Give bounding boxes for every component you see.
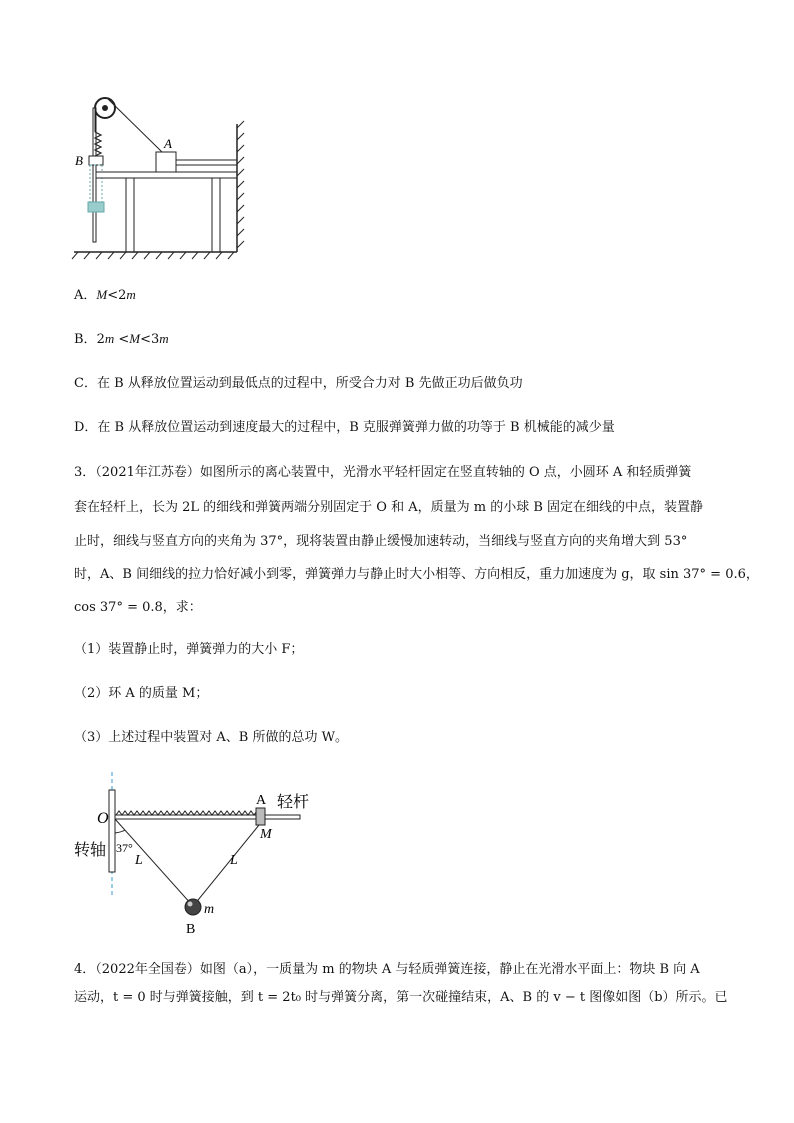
pulley-table-figure [70, 92, 250, 262]
q4-line2: 运动，t = 0 时与弹簧接触，到 t = 2t₀ 时与弹簧分离，第一次碰撞结束，A、B 的 v − t 图像如图（b）所示。已 [74, 990, 728, 1005]
label-axis: 转轴 [74, 842, 107, 859]
q3-line1: 3．（2021年江苏卷）如图所示的离心装置中，光滑水平轻杆固定在竖直转轴的 O 点，小圆环 A 和轻质弹簧 [74, 465, 692, 480]
label-A: A [164, 136, 172, 151]
option-c: C．在 B 从释放位置运动到最低点的过程中，所受合力对 B 先做正功后做负功 [74, 376, 523, 391]
option-d: D．在 B 从释放位置运动到速度最大的过程中，B 克服弹簧弹力做的功等于 B 机械能的减少量 [74, 420, 615, 435]
label-angle: 37° [116, 841, 133, 855]
option-a: A．M<2m [74, 287, 136, 303]
label-L1: L [135, 853, 143, 868]
label-L2: L [230, 853, 238, 868]
label-rod: 轻杆 [277, 794, 310, 811]
label-O: O [97, 810, 109, 827]
q4-line1: 4．（2022年全国卷）如图（a），一质量为 m 的物块 A 与轻质弹簧连接，静止在光滑水平面上：物块 B 向 A [74, 962, 700, 977]
q3-line5: cos 37° = 0.8，求： [74, 600, 202, 615]
centrifuge-figure [70, 768, 310, 938]
q3-line2: 套在轻杆上，长为 2L 的细线和弹簧两端分别固定于 O 和 A，质量为 m 的小球 B 固定在细线的中点，装置静 [74, 500, 704, 515]
label-B: B [186, 922, 196, 937]
option-b: B．2m <M<3m [74, 331, 169, 347]
label-A: A [256, 793, 267, 808]
label-m: m [204, 902, 215, 917]
q3-sub2: （2）环 A 的质量 M； [74, 686, 209, 701]
q3-sub3: （3）上述过程中装置对 A、B 所做的总功 W。 [74, 730, 348, 745]
label-M: M [260, 827, 272, 842]
label-B: B [75, 153, 83, 168]
q3-line4: 时，A、B 间细线的拉力恰好减小到零，弹簧弹力与静止时大小相等、方向相反，重力加速度为 g，取 sin 37° = 0.6， [74, 567, 759, 582]
q3-sub1: （1）装置静止时，弹簧弹力的大小 F； [74, 642, 304, 657]
q3-line3: 止时，细线与竖直方向的夹角为 37°，现将装置由静止缓慢加速转动，当细线与竖直方向的夹角增大到 53° [74, 534, 688, 549]
